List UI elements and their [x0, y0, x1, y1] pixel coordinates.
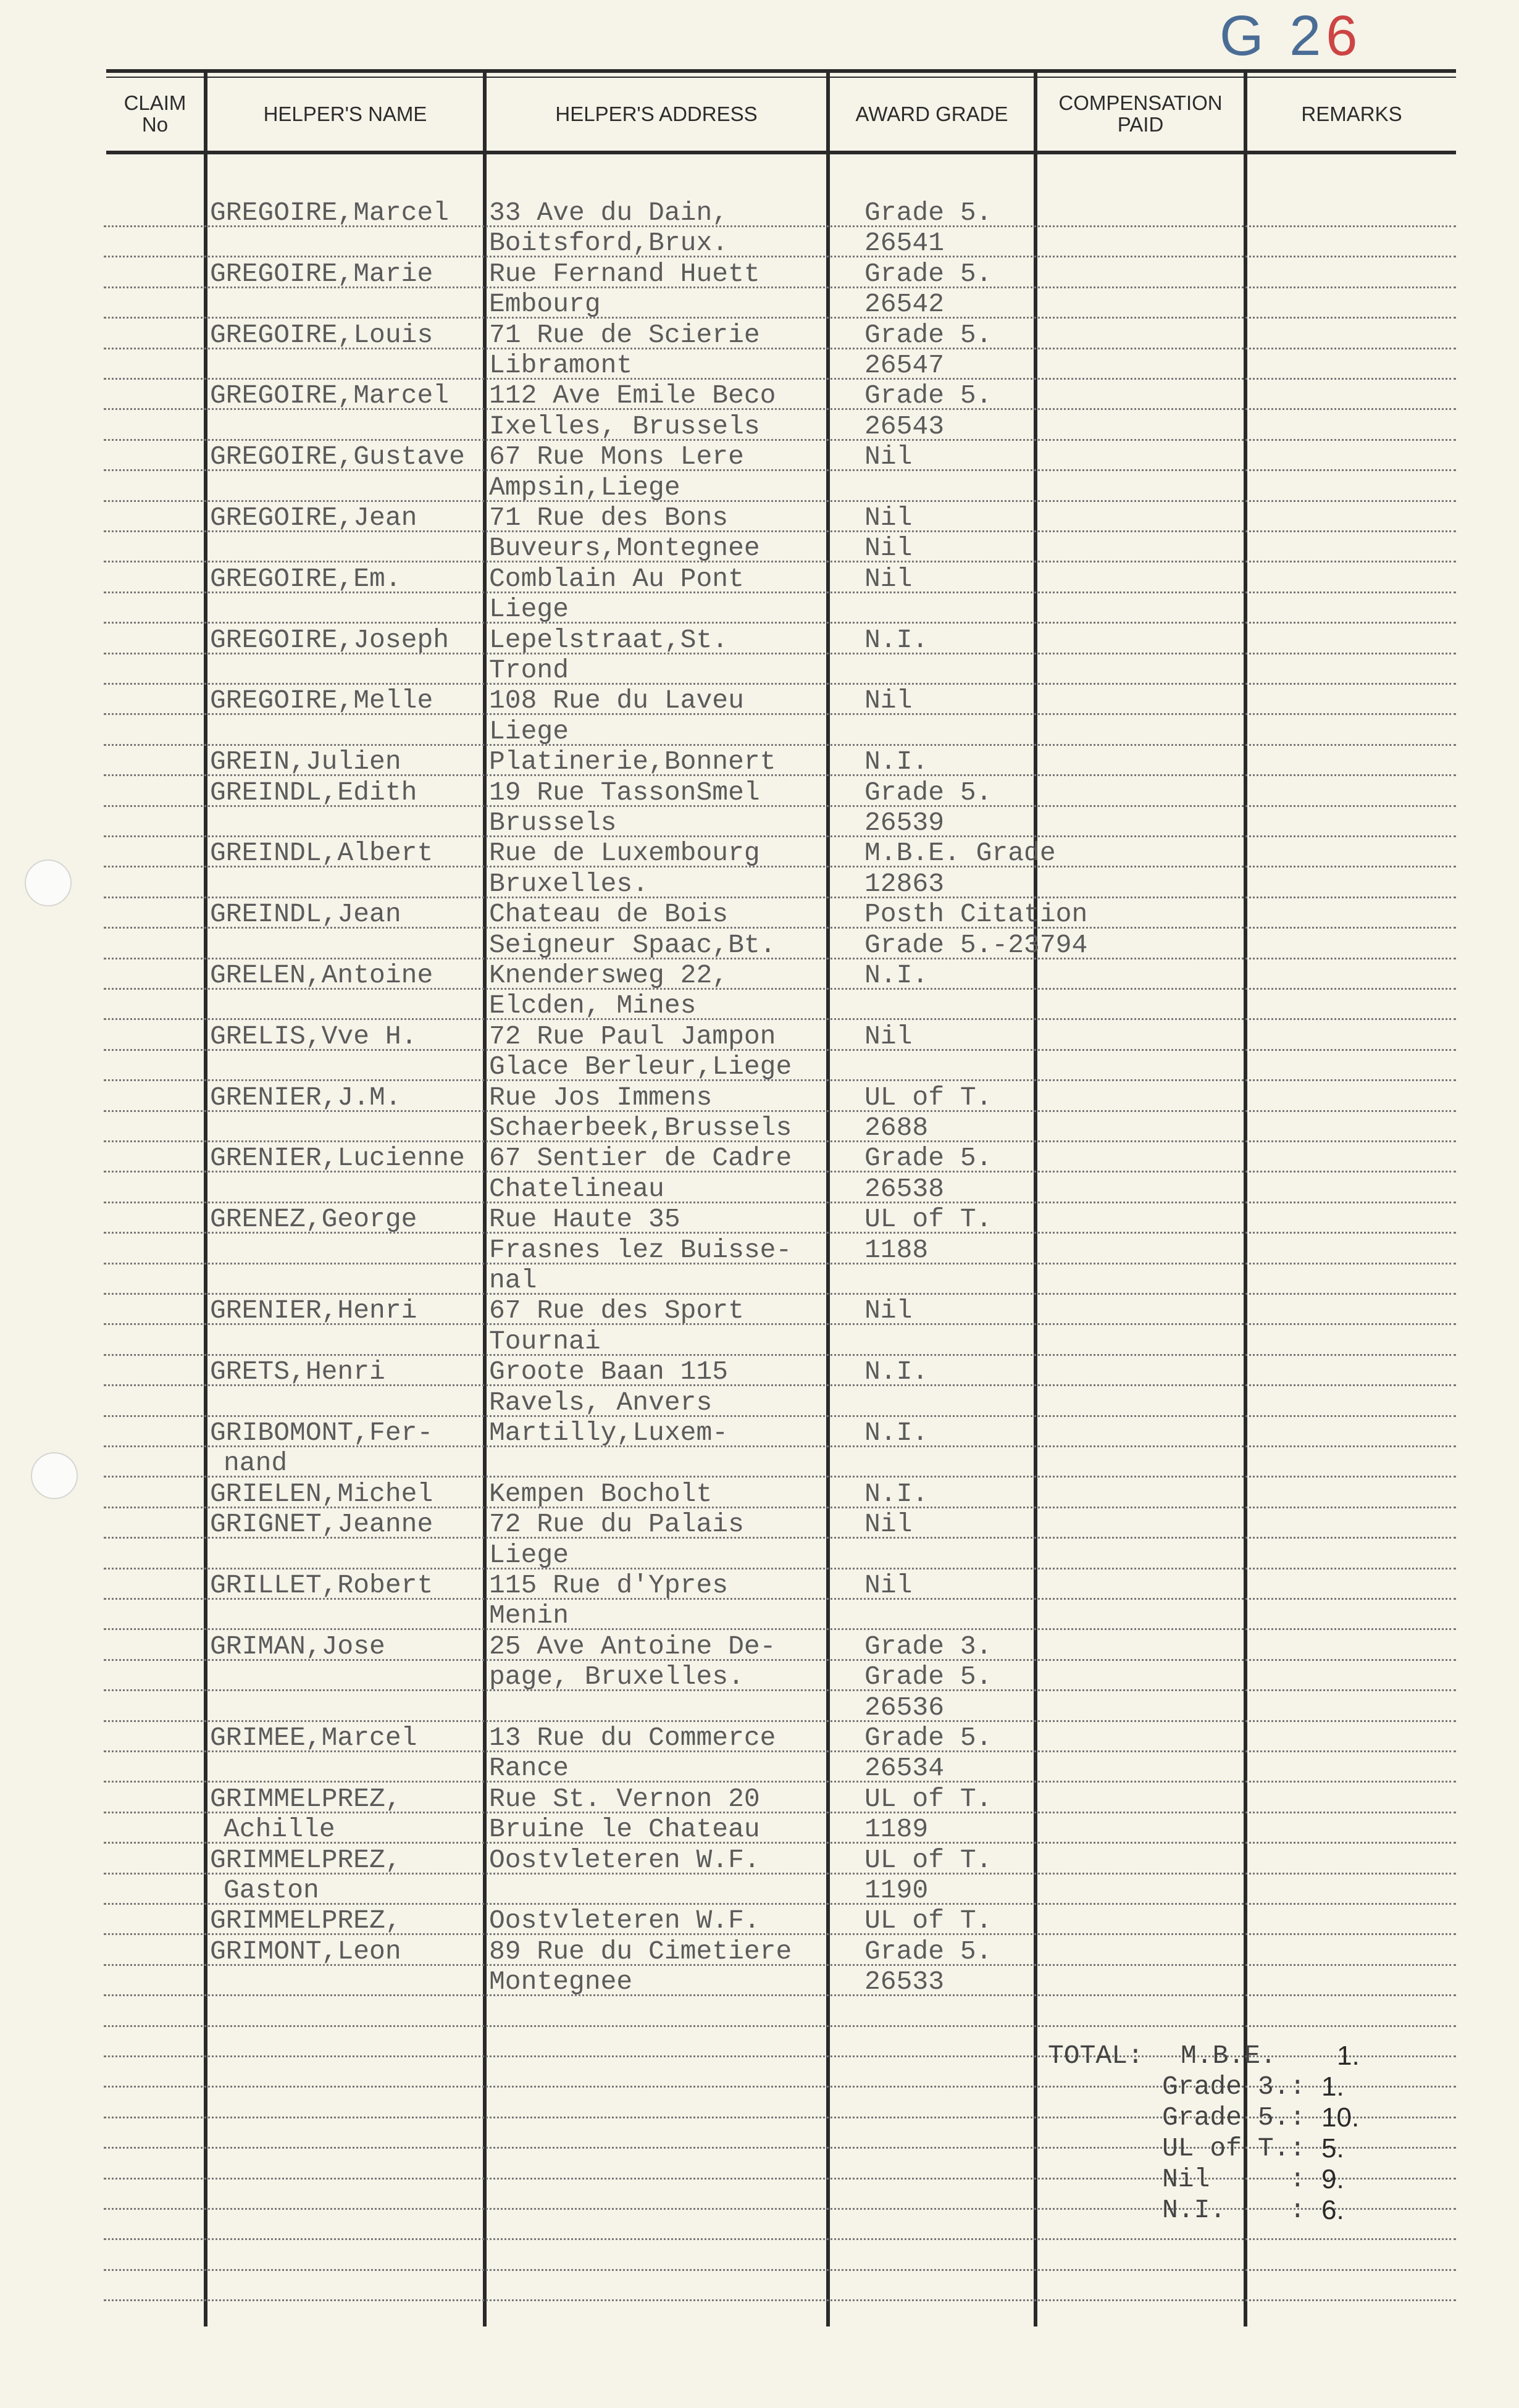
helper-address-line2: Chatelineau — [489, 1174, 664, 1204]
ledger-rule-line — [104, 1994, 1456, 1996]
header-claim-no: CLAIM No — [123, 91, 186, 136]
ledger-rule-line — [104, 1202, 1456, 1203]
helper-name: GRIMEE,Marcel — [210, 1723, 417, 1753]
award-grade: Grade 3. — [864, 1631, 992, 1662]
award-grade-line2: 26533 — [864, 1967, 945, 1997]
helper-name: GREGOIRE,Louis — [210, 320, 433, 350]
top-border — [106, 69, 1456, 73]
award-grade: Posth Citation — [864, 899, 1088, 929]
total-key: Grade 3.: — [1162, 2071, 1306, 2102]
award-grade: N.I. — [864, 625, 929, 655]
award-grade: N.I. — [864, 1418, 929, 1448]
ledger-rule-line — [104, 1354, 1456, 1356]
helper-address-line2: Liege — [489, 716, 569, 746]
ledger-rule-line — [104, 378, 1456, 380]
helper-address-line1: Groote Baan 115 — [489, 1357, 729, 1387]
helper-address-line1: Rue Haute 35 — [489, 1204, 680, 1234]
total-key: M.B.E. — [1181, 2041, 1276, 2071]
ledger-rule-line — [104, 2299, 1456, 2301]
ledger-rule-line — [104, 1781, 1456, 1783]
award-grade: Grade 5. — [864, 380, 992, 411]
award-grade-line2: 1188 — [864, 1235, 929, 1265]
total-value: 5. — [1321, 2133, 1344, 2163]
award-grade-line2: 26534 — [864, 1753, 945, 1783]
header-compensation-paid: COMPENSATION PAID — [1058, 91, 1223, 136]
total-value: 6. — [1321, 2195, 1344, 2225]
award-grade: Nil — [864, 564, 913, 594]
helper-name: GREIN,Julien — [210, 746, 401, 777]
helper-address-line1: Rue Jos Immens — [489, 1082, 713, 1113]
ledger-rule-line — [104, 2025, 1456, 2027]
award-grade-line2: Grade 5.-23794 — [864, 930, 1088, 960]
award-grade-line2: Nil — [864, 533, 913, 563]
column-divider-2 — [483, 73, 487, 2326]
helper-address-line2: Ravels, Anvers — [489, 1387, 713, 1418]
award-grade-line2: 1189 — [864, 1814, 929, 1844]
total-value: 1. — [1337, 2041, 1360, 2071]
helper-address-line2: Brussels — [489, 808, 617, 838]
column-divider-3 — [826, 73, 830, 2326]
award-grade: Nil — [864, 1570, 913, 1600]
helper-name: GRIGNET,Jeanne — [210, 1509, 433, 1539]
helper-address-line1: Knendersweg 22, — [489, 960, 729, 990]
helper-address-line1: 112 Ave Emile Beco — [489, 380, 776, 411]
helper-address-line1: 19 Rue TassonSmel — [489, 777, 760, 808]
award-grade-line2: 26541 — [864, 228, 945, 258]
helper-address-line1: Rue Fernand Huett — [489, 259, 760, 289]
helper-name: GREINDL,Edith — [210, 777, 417, 808]
ledger-rule-line — [104, 835, 1456, 837]
award-grade: N.I. — [864, 960, 929, 990]
award-grade-line2: 26542 — [864, 289, 945, 319]
page-code-prefix: G 2 — [1220, 4, 1326, 67]
helper-name: GRILLET,Robert — [210, 1570, 433, 1600]
total-key: Nil : — [1162, 2164, 1306, 2194]
award-grade: UL of T. — [864, 1204, 992, 1234]
ledger-rule-line — [104, 897, 1456, 898]
helper-address-line1: Rue de Luxembourg — [489, 838, 760, 868]
total-value: 9. — [1321, 2164, 1344, 2194]
ledger-rule-line — [104, 1415, 1456, 1417]
award-grade-line2: 12863 — [864, 869, 945, 899]
award-grade: Nil — [864, 441, 913, 472]
award-grade: N.I. — [864, 1479, 929, 1509]
helper-name-cont: nand — [224, 1448, 288, 1478]
award-grade: Nil — [864, 1021, 913, 1051]
helper-address-line1: 89 Rue du Cimetiere — [489, 1936, 792, 1967]
ledger-rule-line — [104, 500, 1456, 502]
helper-name: GREGOIRE,Marcel — [210, 198, 450, 228]
total-value: 1. — [1321, 2071, 1344, 2102]
helper-address-line1: Kempen Bocholt — [489, 1479, 713, 1509]
award-grade-line2: 26543 — [864, 411, 945, 441]
helper-address-line1: Platinerie,Bonnert — [489, 746, 776, 777]
total-value: 10. — [1321, 2102, 1360, 2133]
helper-name: GRIMAN,Jose — [210, 1631, 385, 1662]
helper-name: GREGOIRE,Marcel — [210, 380, 450, 411]
helper-address-line1: 108 Rue du Laveu — [489, 685, 744, 716]
helper-address-line2: Embourg — [489, 289, 601, 319]
award-grade-line3: 26536 — [864, 1692, 945, 1723]
page-code — [1220, 4, 1362, 69]
helper-name: GRIMMELPREZ, — [210, 1905, 401, 1936]
helper-name: GRENIER,Lucienne — [210, 1143, 465, 1173]
helper-address-line2: Bruxelles. — [489, 869, 649, 899]
award-grade: N.I. — [864, 1357, 929, 1387]
ledger-rule-line — [104, 1720, 1456, 1722]
helper-address-line2: Menin — [489, 1600, 569, 1631]
helper-address-line1: Rue St. Vernon 20 — [489, 1784, 760, 1814]
helper-name: GREGOIRE,Joseph — [210, 625, 450, 655]
helper-name-cont: Gaston — [224, 1875, 319, 1905]
helper-address-line1: 115 Rue d'Ypres — [489, 1570, 729, 1600]
ledger-rule-line — [104, 1476, 1456, 1478]
helper-address-line2: page, Bruxelles. — [489, 1662, 744, 1692]
award-grade-line2: 1190 — [864, 1875, 929, 1905]
ledger-rule-line — [104, 958, 1456, 959]
helper-address-line2: Rance — [489, 1753, 569, 1783]
helper-name: GRIBOMONT,Fer- — [210, 1418, 433, 1448]
helper-address-line1: 33 Ave du Dain, — [489, 198, 729, 228]
helper-address-line1: 25 Ave Antoine De- — [489, 1631, 776, 1662]
total-key: UL of T.: — [1162, 2133, 1306, 2163]
helper-name: GRELEN,Antoine — [210, 960, 433, 990]
helper-address-line2: Ixelles, Brussels — [489, 411, 760, 441]
header-award-grade: AWARD GRADE — [855, 102, 1008, 125]
helper-address-line2: Montegnee — [489, 1967, 633, 1997]
ledger-rule-line — [104, 439, 1456, 441]
award-grade: Grade 5. — [864, 259, 992, 289]
top-border-thin — [106, 77, 1456, 78]
helper-name: GRENEZ,George — [210, 1204, 417, 1234]
helper-name: GREGOIRE,Jean — [210, 503, 417, 533]
helper-address-line2: Trond — [489, 655, 569, 685]
helper-address-line1: 72 Rue Paul Jampon — [489, 1021, 776, 1051]
ledger-rule-line — [104, 622, 1456, 624]
helper-name: GRETS,Henri — [210, 1357, 385, 1387]
award-grade: N.I. — [864, 746, 929, 777]
helper-name: GRIELEN,Michel — [210, 1479, 433, 1509]
award-grade-line2: 2688 — [864, 1113, 929, 1143]
helper-name-cont: Achille — [224, 1814, 335, 1844]
helper-address-line1: 71 Rue des Bons — [489, 503, 729, 533]
header-helper-address: HELPER'S ADDRESS — [555, 102, 758, 125]
helper-address-line1: 67 Rue des Sport — [489, 1295, 744, 1326]
award-grade: UL of T. — [864, 1784, 992, 1814]
helper-address-line1: Comblain Au Pont — [489, 564, 744, 594]
award-grade-line2: 26539 — [864, 808, 945, 838]
helper-address-line1: Oostvleteren W.F. — [489, 1905, 760, 1936]
award-grade-line2: 26547 — [864, 350, 945, 380]
helper-address-line2: Glace Berleur,Liege — [489, 1051, 792, 1082]
award-grade: Grade 5. — [864, 1723, 992, 1753]
ledger-rule-line — [104, 256, 1456, 257]
helper-address-line2: Elcden, Mines — [489, 990, 697, 1021]
helper-name: GREGOIRE,Gustave — [210, 441, 465, 472]
header-remarks: REMARKS — [1301, 102, 1402, 125]
helper-name: GREGOIRE,Em. — [210, 564, 401, 594]
helper-address-line2: Liege — [489, 1540, 569, 1570]
helper-address-line1: 71 Rue de Scierie — [489, 320, 760, 350]
helper-address-line2: Buveurs,Montegnee — [489, 533, 760, 563]
helper-address-line3: nal — [489, 1265, 537, 1295]
award-grade: Grade 5. — [864, 198, 992, 228]
ledger-rule-line — [104, 1628, 1456, 1630]
ledger-rule-line — [104, 317, 1456, 319]
award-grade: Nil — [864, 685, 913, 716]
ledger-rule-line — [104, 2269, 1456, 2271]
helper-address-line2: Boitsford,Brux. — [489, 228, 729, 258]
helper-name: GREGOIRE,Marie — [210, 259, 433, 289]
helper-address-line2: Seigneur Spaac,Bt. — [489, 930, 776, 960]
ledger-rule-line — [104, 1689, 1456, 1691]
helper-address-line1: 67 Rue Mons Lere — [489, 441, 744, 472]
helper-name: GREINDL,Albert — [210, 838, 433, 868]
ledger-rule-line — [104, 683, 1456, 685]
helper-name: GRENIER,Henri — [210, 1295, 417, 1326]
header-divider — [106, 151, 1456, 154]
award-grade: Nil — [864, 1295, 913, 1326]
award-grade-line2: 26538 — [864, 1174, 945, 1204]
helper-address-line2: Bruine le Chateau — [489, 1814, 760, 1844]
helper-address-line1: Oostvleteren W.F. — [489, 1845, 760, 1875]
helper-name: GRENIER,J.M. — [210, 1082, 401, 1113]
column-divider-4 — [1034, 73, 1037, 2326]
header-helper-name: HELPER'S NAME — [263, 102, 427, 125]
award-grade: Grade 5. — [864, 1143, 992, 1173]
award-grade: Grade 5. — [864, 320, 992, 350]
helper-address-line1: Martilly,Luxem- — [489, 1418, 729, 1448]
helper-address-line2: Schaerbeek,Brussels — [489, 1113, 792, 1143]
helper-address-line2: Tournai — [489, 1326, 601, 1357]
total-key: N.I. : — [1162, 2195, 1306, 2225]
award-grade: UL of T. — [864, 1082, 992, 1113]
ledger-rule-line — [104, 744, 1456, 746]
helper-name: GREGOIRE,Melle — [210, 685, 433, 716]
punch-hole-bottom — [31, 1452, 78, 1499]
award-grade: M.B.E. Grade — [864, 838, 1056, 868]
award-grade: Grade 5. — [864, 777, 992, 808]
award-grade: Nil — [864, 503, 913, 533]
column-divider-1 — [204, 73, 207, 2326]
award-grade: Grade 5. — [864, 1936, 992, 1967]
total-key: Grade 5.: — [1162, 2102, 1306, 2133]
helper-address-line1: 13 Rue du Commerce — [489, 1723, 776, 1753]
helper-name: GRELIS,Vve H. — [210, 1021, 417, 1051]
award-grade: UL of T. — [864, 1905, 992, 1936]
punch-hole-top — [25, 859, 72, 906]
helper-address-line2: Liege — [489, 594, 569, 624]
ledger-rule-line — [104, 1018, 1456, 1020]
award-grade: Nil — [864, 1509, 913, 1539]
page-code-correction: 6 — [1326, 4, 1363, 67]
column-divider-5 — [1244, 73, 1247, 2326]
helper-name: GRIMONT,Leon — [210, 1936, 401, 1967]
helper-address-line1: Chateau de Bois — [489, 899, 729, 929]
award-grade: UL of T. — [864, 1845, 992, 1875]
helper-address-line2: Libramont — [489, 350, 633, 380]
helper-address-line1: Lepelstraat,St. — [489, 625, 729, 655]
helper-name: GRIMMELPREZ, — [210, 1784, 401, 1814]
helper-address-line2: Ampsin,Liege — [489, 472, 680, 503]
helper-address-line1: 67 Sentier de Cadre — [489, 1143, 792, 1173]
ledger-rule-line — [104, 2238, 1456, 2240]
helper-address-line1: 72 Rue du Palais — [489, 1509, 744, 1539]
helper-name: GREINDL,Jean — [210, 899, 401, 929]
ledger-rule-line — [104, 1568, 1456, 1570]
ledger-rule-line — [104, 561, 1456, 562]
helper-name: GRIMMELPREZ, — [210, 1845, 401, 1875]
ledger-rule-line — [104, 1293, 1456, 1295]
award-grade-line2: Grade 5. — [864, 1662, 992, 1692]
helper-address-line2: Frasnes lez Buisse- — [489, 1235, 792, 1265]
totals-label: TOTAL: — [1048, 2041, 1144, 2071]
